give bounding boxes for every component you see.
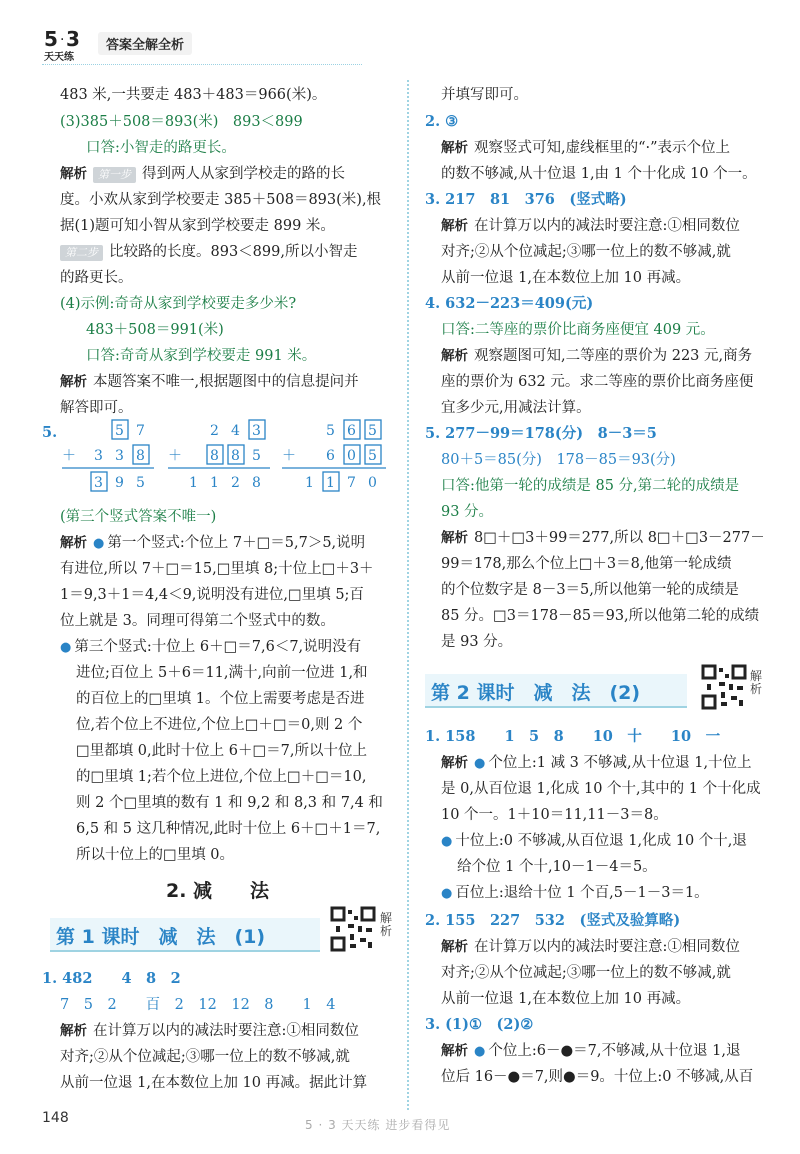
answer-line: 2. 155 227 532 (竖式及验算略) (425, 912, 681, 929)
answer-line: 483＋508＝991(米) (86, 322, 224, 338)
analysis-text: 观察竖式可知,虚线框里的“·”表示个位上 (474, 140, 731, 156)
answer-line: 1. 158 1 5 8 10 十 10 一 (425, 728, 721, 745)
header-title: 答案全解全析 (98, 32, 192, 55)
answer-line: 3. 217 81 376 (竖式略) (425, 191, 627, 208)
qr-code-icon[interactable] (701, 664, 747, 710)
step-tag: 第二步 (60, 245, 103, 261)
digit: 8 (252, 475, 261, 491)
answer-line (42, 970, 181, 988)
svg-text:天天练: 天天练 (44, 52, 74, 63)
qr-label: 解析 (750, 669, 763, 696)
analysis-line (441, 1042, 741, 1061)
analysis-text: 在计算万以内的减法时要注意:①相同数位 (474, 939, 740, 955)
analysis-text: 比较路的长度。893＜899,所以小智走 (109, 244, 358, 260)
svg-text:·: · (60, 32, 65, 48)
digit: 3 (94, 475, 103, 491)
analysis-line (441, 938, 740, 956)
text-line: 进位;百位上 5＋6＝11,满十,向前一位进 1,和 (76, 665, 368, 681)
text-line: 位后 16－●＝7,则●＝9。十位上:0 不够减,从百 (441, 1069, 754, 1085)
text-line: 从前一位退 1,在本数位上加 10 再减。 (441, 270, 691, 286)
text-line: 483 米,一共要走 483＋483＝966(米)。 (60, 87, 327, 103)
text-line: 所以十位上的□里填 0。 (76, 847, 235, 863)
analysis-label: 解析 (441, 530, 468, 546)
digit: 0 (368, 475, 377, 491)
text-line: 位上就是 3。同理可得第二个竖式中的数。 (60, 613, 335, 629)
analysis-text: 第三个竖式:十位上 6＋□＝7,6＜7,说明没有 (74, 639, 362, 655)
header-divider (42, 64, 362, 65)
analysis-text: 8□＋□3＋99＝277,所以 8□＋□3－277－ (474, 530, 765, 546)
footer-slogan: 5 · 3 天天练 进步看得见 (305, 1118, 451, 1132)
digit: 1 (210, 475, 219, 491)
svg-text:5: 5 (44, 27, 58, 51)
analysis-text: 得到两人从家到学校走的路的长 (142, 166, 345, 182)
analysis-label: 解析 (441, 939, 468, 955)
text-line: 度。小欢从家到学校要走 385＋508＝893(米),根 (60, 192, 382, 208)
analysis-line (60, 638, 361, 657)
digit: 3 (252, 423, 261, 439)
digit: 8 (136, 448, 145, 464)
text-line: 的数不够减,从十位退 1,由 1 个十化成 10 个一。 (441, 166, 757, 182)
digit: 5 (326, 423, 335, 439)
digit: 5 (115, 423, 124, 439)
analysis-line (441, 139, 730, 157)
digit: 2 (231, 475, 240, 491)
plus-sign: ＋ (62, 448, 76, 464)
analysis-label: 解析 (441, 1043, 468, 1059)
answer-line: (3)385＋508＝893(米) 893＜899 (60, 114, 303, 130)
digit: 6 (347, 423, 356, 439)
analysis-line (60, 534, 365, 553)
text-line: 给个位 1 个十,10－1－4＝5。 (457, 859, 657, 875)
lesson-banner (425, 674, 687, 708)
text-line: 10 个一。1＋10＝11,11－3＝8。 (441, 807, 668, 823)
qr-label: 解析 (380, 911, 393, 938)
analysis-label: 解析 (60, 374, 87, 390)
digit: 6 (326, 448, 335, 464)
digit: 1 (326, 475, 335, 491)
text-line: 从前一位退 1,在本数位上加 10 再减。据此计算 (60, 1075, 368, 1091)
lesson-title: 第 1 课时 减 法 (1) (56, 926, 266, 948)
text-line: 对齐;②从个位减起;③哪一位上的数不够减,就 (60, 1049, 350, 1065)
digit: 8 (231, 448, 240, 464)
lightbulb-icon: ● (441, 834, 453, 849)
digit: 1 (189, 475, 198, 491)
analysis-line (60, 373, 359, 391)
analysis-line (441, 884, 709, 903)
text-line: 6,5 和 5 这几种情况,此时十位上 6＋□＋1＝7, (76, 821, 381, 837)
lightbulb-icon: ● (474, 1044, 486, 1059)
analysis-label: 解析 (441, 140, 468, 156)
plus-sign: ＋ (282, 448, 296, 464)
brand-logo (42, 24, 100, 64)
digit: 5 (368, 423, 377, 439)
answer-line: 80＋5＝85(分) 178－85＝93(分) (441, 452, 676, 468)
digit: 3 (94, 448, 103, 464)
text-line: 85 分。□3＝178－85＝93,所以他第二轮的成绩 (441, 608, 760, 624)
analysis-text: 在计算万以内的减法时要注意:①相同数位 (474, 218, 740, 234)
text-line: □里都填 0,此时十位上 6＋□＝7,所以十位上 (76, 743, 368, 759)
answer-line: 7 5 2 百 2 12 12 8 1 4 (60, 997, 336, 1013)
text-line: 宜多少元,用减法计算。 (441, 400, 591, 416)
analysis-line (441, 347, 752, 365)
digit: 2 (210, 423, 219, 439)
text-line: 对齐;②从个位减起;③哪一位上的数不够减,就 (441, 965, 731, 981)
digit: 5 (368, 448, 377, 464)
text-line: 座的票价为 632 元。求二等座的票价比商务座便 (441, 374, 754, 390)
analysis-line (60, 165, 345, 183)
digit: 5 (136, 475, 145, 491)
page-header (42, 24, 282, 64)
lightbulb-icon: ● (474, 756, 486, 771)
answer-text: 1. 482 4 8 2 (42, 970, 181, 987)
qr-code-icon[interactable] (330, 906, 376, 952)
text-line: 有进位,所以 7＋□＝15,□里填 8;十位上□＋3＋ (60, 561, 374, 577)
analysis-line (441, 754, 752, 773)
analysis-label: 解析 (441, 348, 468, 364)
analysis-label: 解析 (60, 166, 87, 182)
digit: 1 (305, 475, 314, 491)
analysis-text: 百位上:退给十位 1 个百,5－1－3＝1。 (455, 885, 709, 901)
oral-answer: 93 分。 (441, 504, 494, 520)
analysis-line (60, 1022, 359, 1040)
plus-sign: ＋ (168, 448, 182, 464)
oral-answer: 口答:二等座的票价比商务座便宜 409 元。 (441, 322, 715, 338)
answer-line: (4)示例:奇奇从家到学校要走多少米? (60, 296, 297, 312)
svg-text:3: 3 (66, 27, 80, 51)
analysis-text: 个位上:6－●＝7,不够减,从十位退 1,退 (488, 1043, 741, 1059)
page-number: 148 (42, 1110, 69, 1126)
oral-answer: 口答:他第一轮的成绩是 85 分,第二轮的成绩是 (441, 478, 740, 494)
question-number: 5. (42, 424, 58, 441)
analysis-line (441, 217, 740, 235)
analysis-text: 观察题图可知,二等座的票价为 223 元,商务 (474, 348, 753, 364)
digit: 7 (136, 423, 145, 439)
analysis-line (441, 529, 765, 547)
text-line: 从前一位退 1,在本数位上加 10 再减。 (441, 991, 691, 1007)
digit: 8 (210, 448, 219, 464)
text-line: 的路更长。 (60, 270, 133, 286)
text-line: 是 93 分。 (441, 634, 513, 650)
note-line: (第三个竖式答案不唯一) (60, 509, 217, 525)
analysis-label: 解析 (441, 755, 468, 771)
oral-answer: 口答:奇奇从家到学校要走 991 米。 (86, 348, 317, 364)
analysis-text: 本题答案不唯一,根据题图中的信息提问并 (93, 374, 359, 390)
section-heading: 2. 减 法 (166, 880, 270, 902)
text-line: 的百位上的□里填 1。个位上需要考虑是否进 (76, 691, 365, 707)
text-line: 位,若个位上不进位,个位上□＋□＝0,则 2 个 (76, 717, 363, 733)
analysis-label: 解析 (441, 218, 468, 234)
lesson-banner (50, 918, 320, 952)
answer-line: 3. (1)① (2)② (425, 1016, 534, 1033)
text-line: 1＝9,3＋1＝4,4＜9,说明没有进位,□里填 5;百 (60, 587, 364, 603)
analysis-text: 个位上:1 减 3 不够减,从十位退 1,十位上 (488, 755, 752, 771)
digit: 7 (347, 475, 356, 491)
text-line: 99＝178,那么个位上□＋3＝8,他第一轮成绩 (441, 556, 732, 572)
analysis-line (441, 832, 747, 851)
digit: 9 (115, 475, 124, 491)
oral-answer: 口答:小智走的路更长。 (86, 140, 236, 156)
digit: 4 (231, 423, 240, 439)
lightbulb-icon: ● (93, 536, 105, 551)
analysis-line (60, 243, 357, 261)
text-line: 解答即可。 (60, 400, 133, 416)
text-line: 的□里填 1;若个位上进位,个位上□＋□＝10, (76, 769, 367, 785)
answer-line: 4. 632－223＝409(元) (425, 295, 594, 312)
text-line: 并填写即可。 (441, 87, 528, 103)
text-line: 则 2 个□里填的数有 1 和 9,2 和 8,3 和 7,4 和 (76, 795, 383, 811)
digit: 5 (252, 448, 261, 464)
text-line: 是 0,从百位退 1,化成 10 个十,其中的 1 个十化成 (441, 781, 761, 797)
analysis-label: 解析 (60, 535, 87, 551)
text-line: 对齐;②从个位减起;③哪一位上的数不够减,就 (441, 244, 731, 260)
digit: 3 (115, 448, 124, 464)
column-divider (407, 80, 409, 1110)
lightbulb-icon: ● (441, 886, 453, 901)
analysis-text: 第一个竖式:个位上 7＋□＝5,7＞5,说明 (107, 535, 366, 551)
vertical-calculations (60, 418, 395, 498)
lesson-title: 第 2 课时 减 法 (2) (431, 682, 641, 704)
analysis-label: 解析 (60, 1023, 87, 1039)
digit: 0 (347, 448, 356, 464)
answer-line: 5. 277－99＝178(分) 8－3＝5 (425, 425, 657, 442)
answer-line: 2. ③ (425, 113, 459, 130)
text-line: 的个位数字是 8－3＝5,所以他第一轮的成绩是 (441, 582, 739, 598)
step-tag: 第一步 (93, 167, 136, 183)
lightbulb-icon: ● (60, 640, 72, 655)
text-line: 据(1)题可知小智从家到学校要走 899 米。 (60, 218, 335, 234)
analysis-text: 十位上:0 不够减,从百位退 1,化成 10 个十,退 (455, 833, 747, 849)
analysis-text: 在计算万以内的减法时要注意:①相同数位 (93, 1023, 359, 1039)
